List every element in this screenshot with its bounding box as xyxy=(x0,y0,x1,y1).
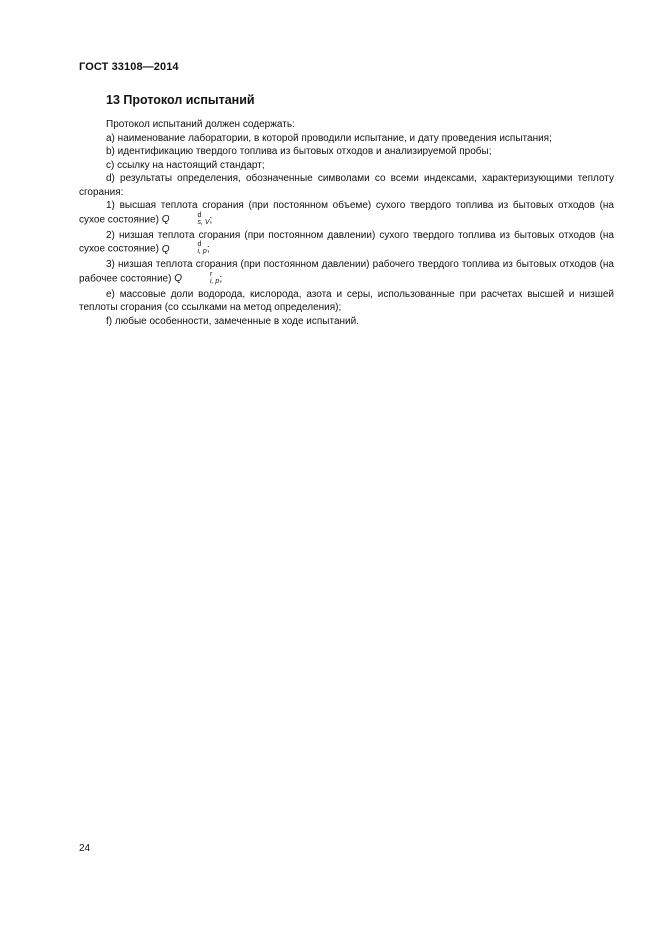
sub-item-2 xyxy=(79,229,614,257)
sub-item-3-text: 3) низшая теплота сгорания (при постоянном давлении) рабочего твердого топлива из бытовых отходов (на рабочее состояние) xyxy=(79,259,614,285)
sub-item-1 xyxy=(79,199,614,227)
list-item-f: f) любые особенности, замеченные в ходе испытаний. xyxy=(106,315,359,327)
symbol-subscript: i, p xyxy=(209,277,220,285)
symbol-net-calorific-as-received xyxy=(174,270,220,285)
list-item-c: с) ссылку на настоящий стандарт; xyxy=(106,159,265,171)
list-item-b: b) идентификацию твердого топлива из бытовых отходов и анализируемой пробы; xyxy=(106,146,492,157)
symbol-base: Q xyxy=(174,273,182,285)
list-item-a: а) наименование лаборатории, в которой проводили испытание, и дату проведения испытания; xyxy=(106,132,552,144)
symbol-terminator: ; xyxy=(206,243,210,255)
section-heading: 13 Протокол испытаний xyxy=(106,93,255,107)
symbol-net-calorific-dry xyxy=(161,241,207,256)
sub-item-3 xyxy=(79,258,614,286)
symbol-superscript: d xyxy=(197,211,202,219)
symbol-terminator: ; xyxy=(219,273,223,285)
list-item-e: е) массовые доли водорода, кислорода, азота и серы, использованные при расчетах высшей и низшей теплоты сгорания (со ссылками на метод определения); xyxy=(79,288,614,314)
symbol-subscript: i, p xyxy=(197,248,207,256)
sub-item-2-text: 2) низшая теплота сгорания (при постоянном давлении) сухого твердого топлива из бытовых отходов (на сухое состояние) xyxy=(79,229,614,255)
sub-item-1-text: 1) высшая теплота сгорания (при постоянном объеме) сухого твердого топлива из бытовых отходов (на сухое состояние) xyxy=(79,200,614,226)
symbol-terminator: ; xyxy=(209,214,213,226)
symbol-superscript: d xyxy=(197,241,202,249)
list-item-d: d) результаты определения, обозначенные символами со всеми индексами, характеризующими теплоту сгорания: xyxy=(79,173,614,198)
page-number: 24 xyxy=(79,843,91,854)
symbol-subscript: s, V xyxy=(197,218,210,226)
symbol-superscript: r xyxy=(209,270,213,278)
symbol-base: Q xyxy=(161,214,170,226)
section-body xyxy=(79,118,614,328)
intro-paragraph: Протокол испытаний должен содержать: xyxy=(106,119,295,130)
document-code-header: ГОСТ 33108—2014 xyxy=(79,61,179,73)
symbol-base: Q xyxy=(161,243,170,255)
symbol-gross-calorific-dry xyxy=(161,211,210,226)
